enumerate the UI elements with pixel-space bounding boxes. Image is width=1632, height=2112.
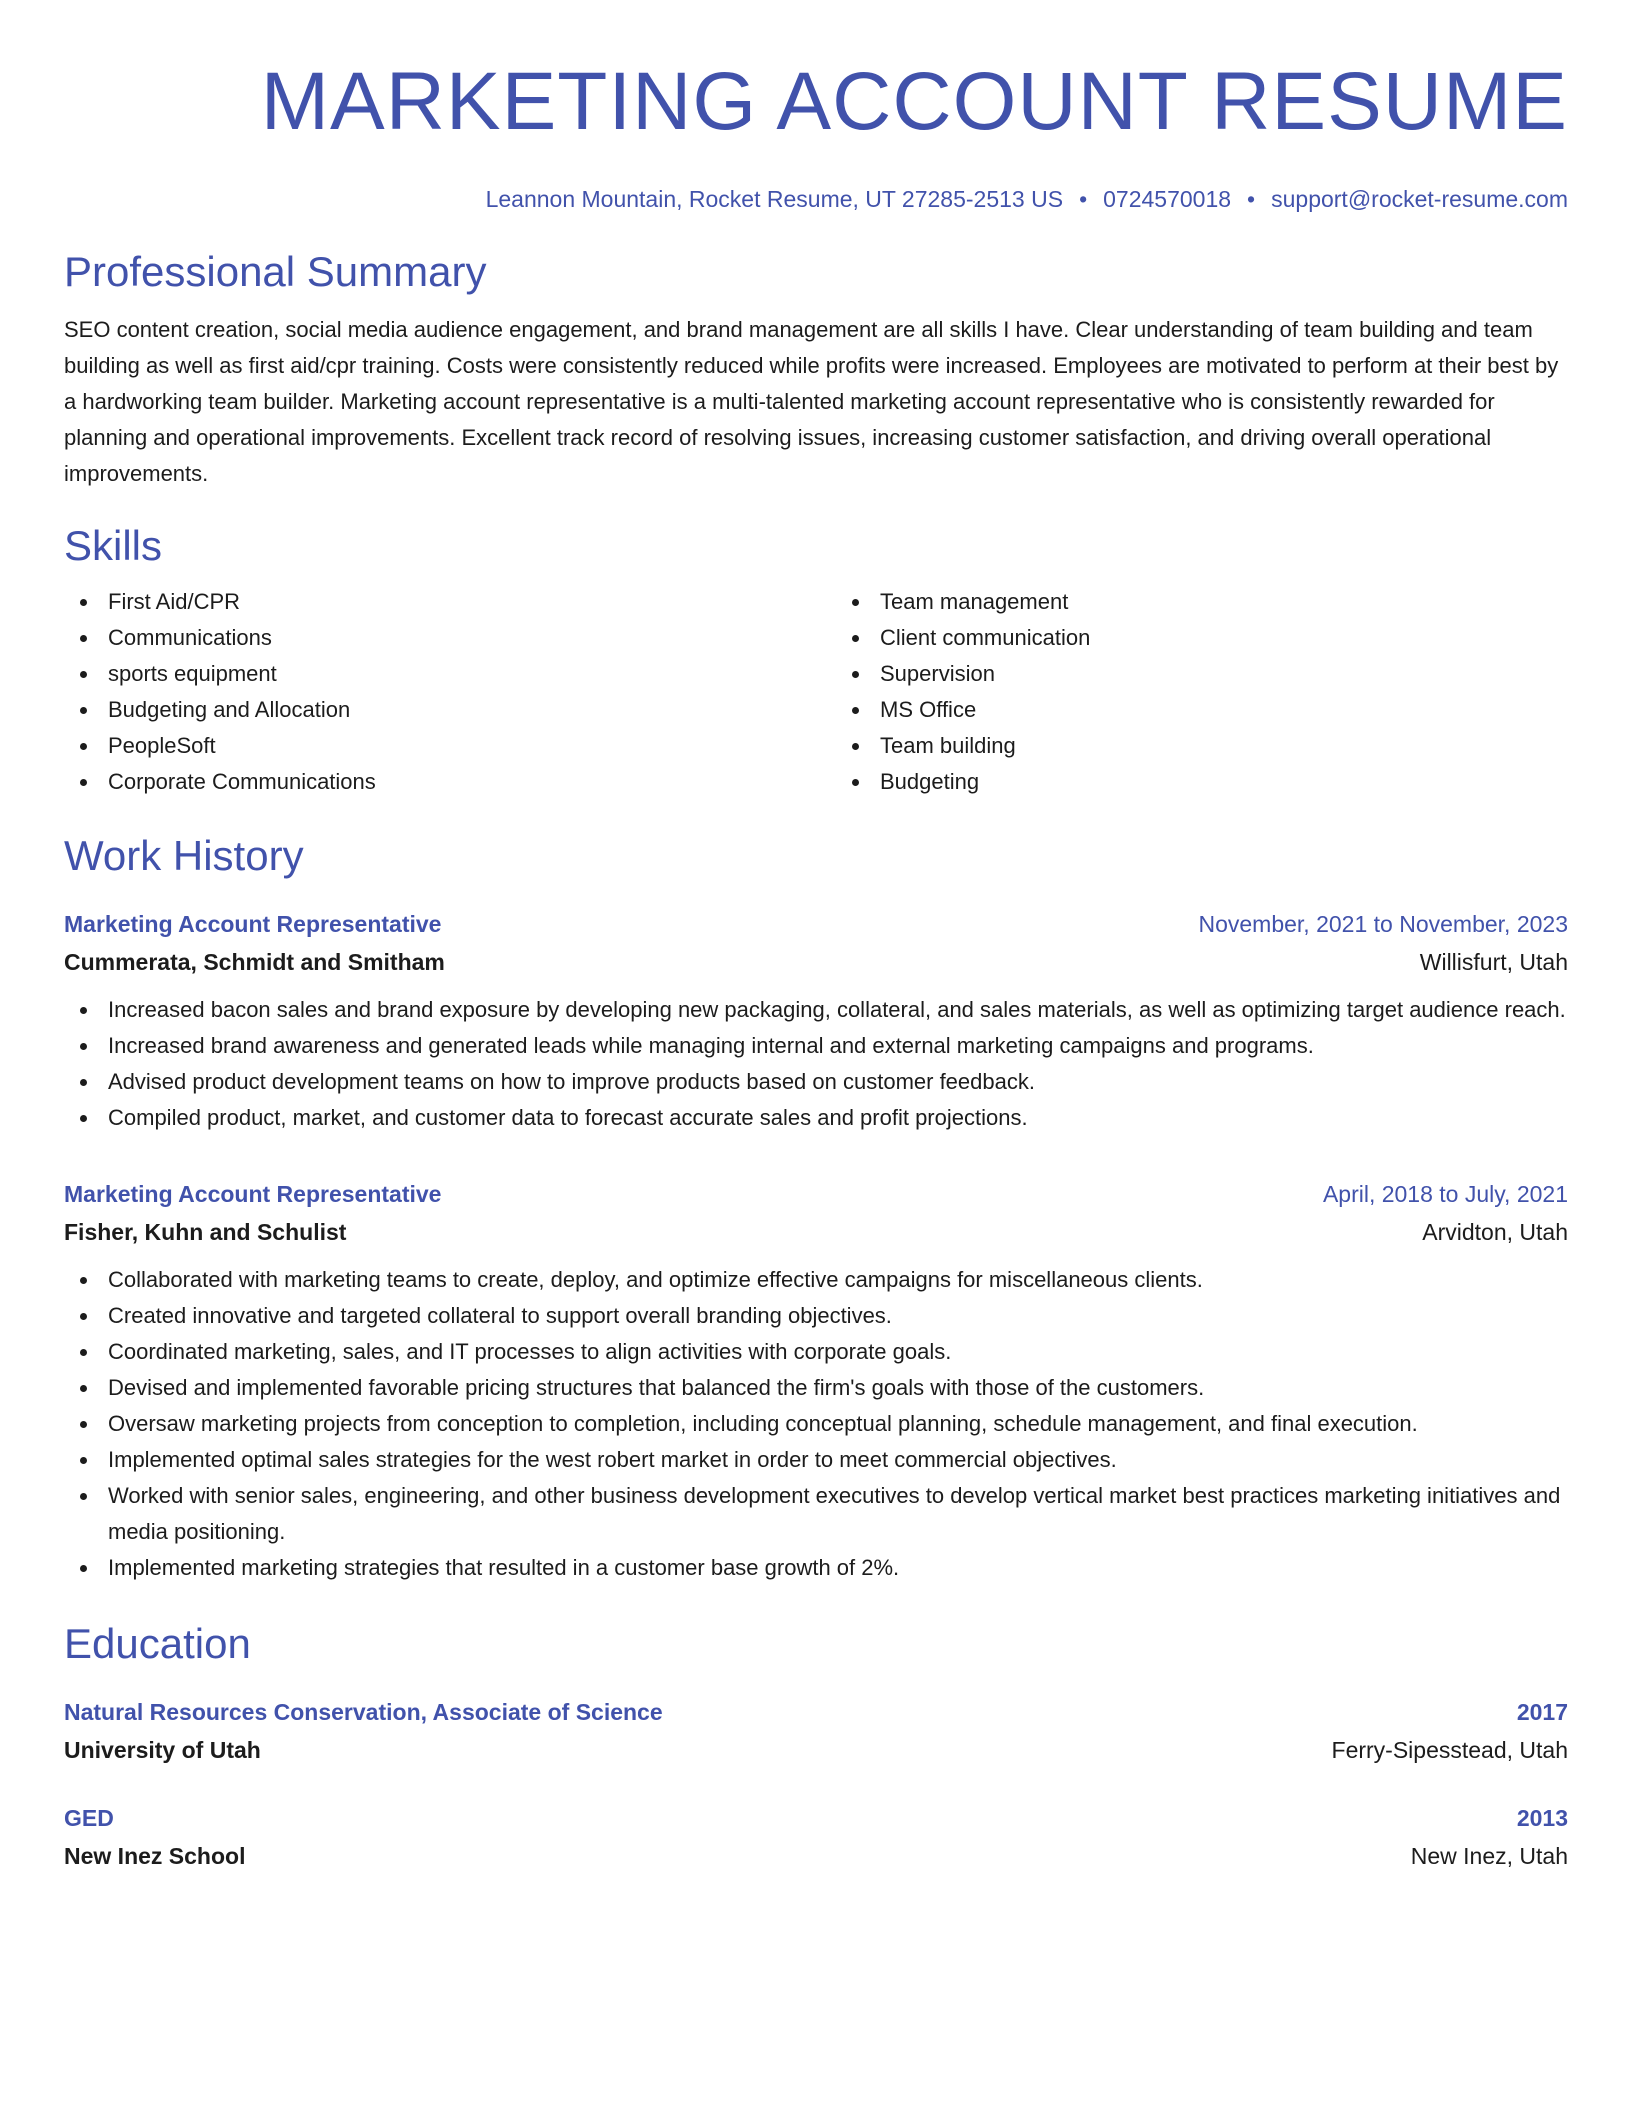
job-location: Willisfurt, Utah	[1419, 949, 1568, 975]
job-bullet: Created innovative and targeted collateral to support overall branding objectives.	[64, 1298, 1568, 1334]
edu-year: 2017	[1516, 1699, 1568, 1725]
skills-grid	[64, 584, 1568, 800]
skill-item: Budgeting	[836, 764, 1568, 800]
job-entry	[64, 1176, 1568, 1586]
skills-list-right	[836, 584, 1568, 800]
contact-email: support@rocket-resume.com	[1271, 186, 1568, 212]
skill-item: Communications	[64, 620, 796, 656]
job-bullet: Oversaw marketing projects from conception to completion, including conceptual planning, schedule management, and final execution.	[64, 1406, 1568, 1442]
contact-separator: •	[1079, 186, 1088, 212]
job-role: Marketing Account Representative	[64, 911, 442, 937]
job-bullet: Worked with senior sales, engineering, and other business development executives to develop vertical market best practices marketing initiatives and media positioning.	[64, 1478, 1568, 1550]
job-bullet: Devised and implemented favorable pricing structures that balanced the firm's goals with those of the customers.	[64, 1370, 1568, 1406]
job-bullet: Compiled product, market, and customer data to forecast accurate sales and profit projections.	[64, 1100, 1568, 1136]
job-location: Arvidton, Utah	[1422, 1219, 1568, 1245]
job-bullet: Coordinated marketing, sales, and IT processes to align activities with corporate goals.	[64, 1334, 1568, 1370]
job-company: Cummerata, Schmidt and Smitham	[64, 949, 445, 975]
edu-school: University of Utah	[64, 1737, 261, 1763]
job-bullets	[64, 992, 1568, 1136]
job-company: Fisher, Kuhn and Schulist	[64, 1219, 347, 1245]
job-role: Marketing Account Representative	[64, 1181, 442, 1207]
skill-item: Supervision	[836, 656, 1568, 692]
job-bullet: Implemented marketing strategies that resulted in a customer base growth of 2%.	[64, 1550, 1568, 1586]
job-bullet: Increased bacon sales and brand exposure by developing new packaging, collateral, and sales materials, as well as optimizing target audience reach.	[64, 992, 1568, 1028]
contact-phone: 0724570018	[1103, 186, 1232, 212]
job-entry	[64, 906, 1568, 1136]
edu-location: Ferry-Sipesstead, Utah	[1331, 1737, 1568, 1763]
job-bullets	[64, 1262, 1568, 1586]
contact-line	[64, 184, 1568, 214]
skill-item: Client communication	[836, 620, 1568, 656]
resume-title: MARKETING ACCOUNT RESUME	[260, 56, 1568, 147]
skills-list-left	[64, 584, 796, 800]
edu-location: New Inez, Utah	[1410, 1843, 1568, 1869]
job-bullet: Implemented optimal sales strategies for the west robert market in order to meet commercial objectives.	[64, 1442, 1568, 1478]
education-entry	[64, 1800, 1568, 1876]
contact-separator: •	[1247, 186, 1256, 212]
skill-item: MS Office	[836, 692, 1568, 728]
work-history-heading: Work History	[64, 832, 304, 879]
skill-item: Corporate Communications	[64, 764, 796, 800]
edu-degree: Natural Resources Conservation, Associate of Science	[64, 1699, 663, 1725]
job-dates: April, 2018 to July, 2021	[1322, 1181, 1568, 1207]
summary-text: SEO content creation, social media audience engagement, and brand management are all skills I have. Clear understanding of team building and team building as well as first aid/cpr training. Costs were consistently reduced while profits were increased. Employees are motivated to perform at their best by a hardworking team builder. Marketing account representative is a multi-talented marketing account representative who is consistently rewarded for planning and operational improvements. Excellent track record of resolving issues, increasing customer satisfaction, and driving overall operational improvements.	[64, 317, 1559, 486]
skill-item: Team building	[836, 728, 1568, 764]
skills-heading: Skills	[64, 522, 163, 569]
edu-year: 2013	[1516, 1805, 1568, 1831]
job-bullet: Advised product development teams on how to improve products based on customer feedback.	[64, 1064, 1568, 1100]
skill-item: sports equipment	[64, 656, 796, 692]
job-dates: November, 2021 to November, 2023	[1198, 911, 1568, 937]
skill-item: Team management	[836, 584, 1568, 620]
job-bullet: Collaborated with marketing teams to create, deploy, and optimize effective campaigns for miscellaneous clients.	[64, 1262, 1568, 1298]
education-heading: Education	[64, 1620, 251, 1667]
education-entry	[64, 1694, 1568, 1770]
edu-school: New Inez School	[64, 1843, 246, 1869]
edu-degree: GED	[64, 1805, 114, 1831]
contact-address: Leannon Mountain, Rocket Resume, UT 27285-2513 US	[485, 186, 1064, 212]
skill-item: PeopleSoft	[64, 728, 796, 764]
job-bullet: Increased brand awareness and generated leads while managing internal and external marketing campaigns and programs.	[64, 1028, 1568, 1064]
skill-item: Budgeting and Allocation	[64, 692, 796, 728]
skill-item: First Aid/CPR	[64, 584, 796, 620]
summary-heading: Professional Summary	[64, 248, 487, 295]
